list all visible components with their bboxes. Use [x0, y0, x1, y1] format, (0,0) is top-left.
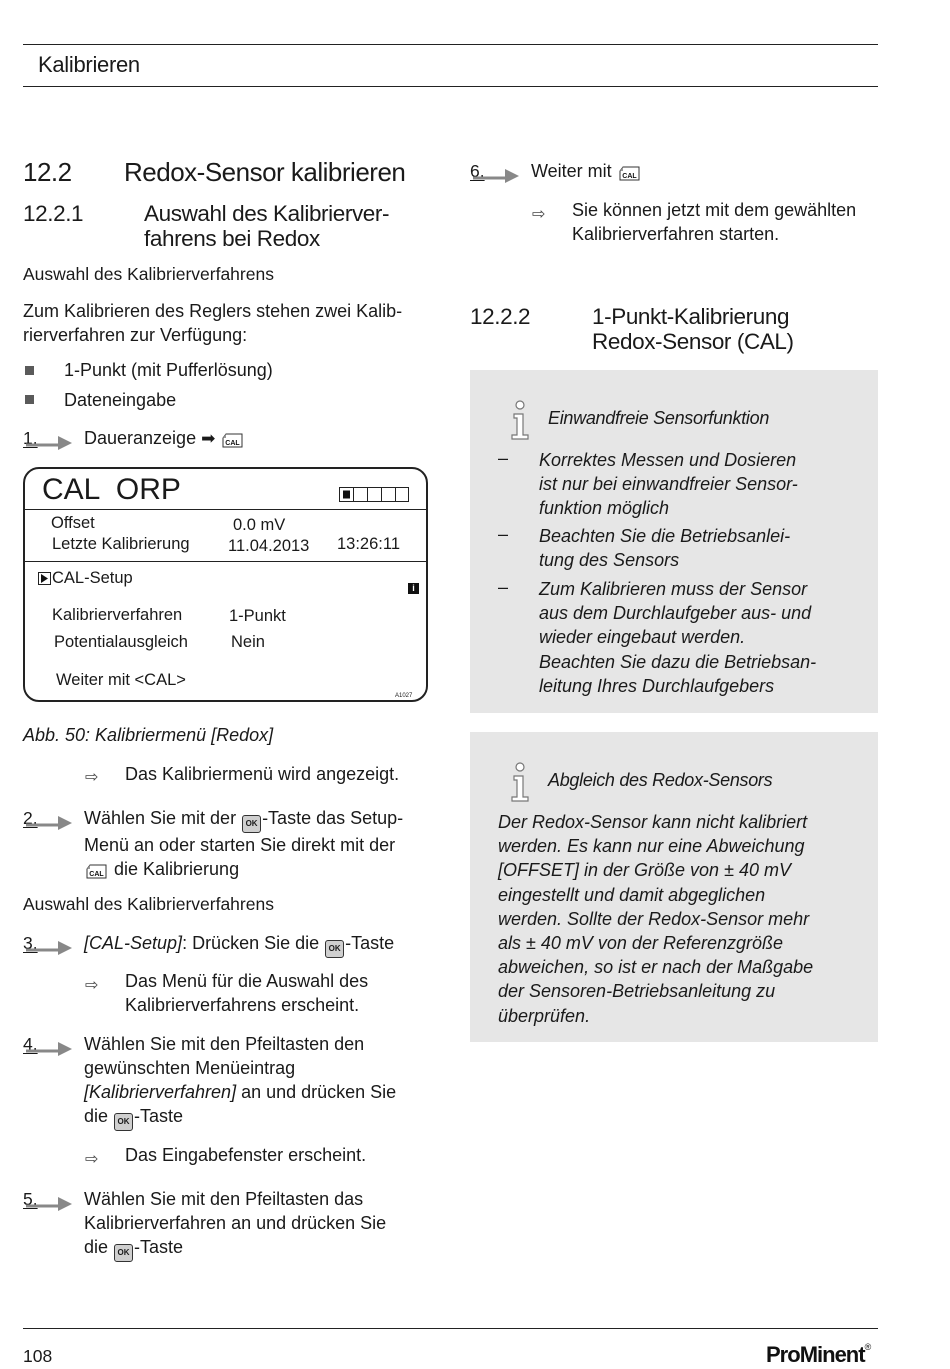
cal-setup-menu: CAL-Setup: [52, 569, 133, 587]
step5-line3a: die: [84, 1237, 114, 1257]
figure-code: A1027: [395, 693, 413, 699]
bullet-square-icon: [25, 395, 34, 404]
svg-text:CAL: CAL: [89, 871, 104, 878]
dash-bullet: –: [498, 577, 509, 597]
step6-text: [531, 159, 642, 183]
method-label: Kalibrierverfahren: [52, 606, 183, 624]
step1-label: Daueranzeige: [84, 428, 197, 448]
info-i-icon: [508, 762, 532, 802]
offset-value: 0.0 mV: [233, 516, 286, 534]
step5-text: [84, 1187, 386, 1262]
info1-title: Einwandfreie Sensorfunktion: [548, 408, 770, 428]
cal-key-icon: [619, 165, 640, 181]
brand-logo-reg: ®: [864, 1342, 872, 1352]
display-divider: [25, 561, 426, 562]
result6-line2: Kalibrierverfahren starten.: [572, 224, 780, 244]
potential-label: Potentialausgleich: [54, 633, 188, 651]
info-box-sensor-function: [470, 370, 878, 713]
step-number-2: 2.: [23, 808, 38, 828]
step4-line4b: -Taste: [134, 1106, 184, 1126]
step3-text-a: : Drücken Sie die: [182, 933, 325, 953]
method-value: 1-Punkt: [229, 607, 286, 625]
result3-text: [125, 969, 368, 1017]
result-arrow-icon: ⇨: [85, 1151, 99, 1168]
brand-logo-minent: Minent: [799, 1342, 865, 1367]
step-arrow-icon: [471, 166, 521, 184]
result6-line1: Sie können jetzt mit dem gewählten: [572, 200, 857, 220]
step3-text: [84, 931, 394, 958]
step3-text-b: -Taste: [345, 933, 395, 953]
step2-text: [84, 806, 403, 881]
subsection-title-2-line2: Redox-Sensor (CAL): [592, 329, 794, 354]
last-calibration-label: Letzte Kalibrierung: [52, 535, 190, 553]
heading-auswahl-2: Auswahl des Kalibrierverfahrens: [23, 894, 274, 914]
offset-label: Offset: [51, 514, 95, 532]
bullet-item-1: 1-Punkt (mit Pufferlösung): [64, 360, 273, 380]
step-arrow-icon: [24, 1194, 74, 1212]
last-calibration-time: 13:26:11: [337, 535, 401, 553]
header-rule: [23, 86, 878, 87]
level-bar-icon: [339, 487, 409, 503]
subsection-title: [144, 201, 389, 251]
step-number-3: 3.: [23, 933, 38, 953]
footer-rule: [23, 1328, 878, 1329]
info2-title: Abgleich des Redox-Sensors: [548, 770, 773, 790]
info1-item-1: Korrektes Messen und Dosieren ist nur bei einwandfreier Sensor- funktion möglich: [539, 450, 798, 519]
step-arrow-icon: [24, 1039, 74, 1057]
info2-body: Der Redox-Sensor kann nicht kalibriert werden. Es kann nur eine Abweichung [OFFSET] in der Größe von ± 40 mV eingestellt und damit abgeglichen werden. Sollte der Redox-Sensor mehr als ± 40 mV von der Referenzgröße abweichen, so ist er nach der Maßgabe der Sensoren-Betriebsanleitung zu überprüfen.: [498, 812, 814, 1026]
section-number: 12.2: [23, 157, 72, 187]
step-number-6: 6.: [470, 161, 485, 181]
subsection-title-line2: fahrens bei Redox: [144, 226, 320, 251]
step-number-4: 4.: [23, 1034, 38, 1054]
intro-paragraph: [23, 299, 402, 347]
right-arrow-icon: ➡: [201, 429, 216, 448]
result-arrow-icon: ⇨: [85, 977, 99, 994]
display-divider: [25, 509, 426, 510]
result4-text: Das Eingabefenster erscheint.: [125, 1145, 367, 1165]
ok-key-icon: OK: [242, 815, 261, 833]
display-title: CAL ORP: [42, 473, 181, 506]
step3-menu-ref: [CAL-Setup]: [84, 933, 183, 953]
step5-line1: Wählen Sie mit den Pfeiltasten das: [84, 1189, 364, 1209]
brand-logo: [766, 1342, 871, 1368]
step1-text: [84, 426, 245, 451]
dash-bullet: –: [498, 524, 509, 544]
figure-caption: Abb. 50: Kalibriermenü [Redox]: [23, 725, 274, 745]
intro-line1: Zum Kalibrieren des Reglers stehen zwei Kalib-: [23, 301, 403, 321]
result-arrow-icon: ⇨: [532, 206, 546, 223]
step4-line3-rest: an und drücken Sie: [236, 1082, 397, 1102]
step2-line1b: -Taste das Setup-: [262, 808, 404, 828]
result-arrow-icon: ⇨: [85, 769, 99, 786]
menu-cursor-icon: [38, 572, 51, 585]
step4-line1: Wählen Sie mit den Pfeiltasten den: [84, 1034, 365, 1054]
next-hint: Weiter mit <CAL>: [56, 671, 186, 689]
calibration-display: [23, 467, 428, 702]
result6-text: [572, 198, 856, 246]
step-arrow-icon: [24, 813, 74, 831]
dash-bullet: –: [498, 448, 509, 468]
step2-line1a: Wählen Sie mit der: [84, 808, 242, 828]
step-number-1: 1.: [23, 428, 38, 448]
step4-text: [84, 1032, 396, 1131]
section-title: Redox-Sensor kalibrieren: [124, 157, 406, 187]
svg-text:CAL: CAL: [622, 173, 637, 180]
result3-line1: Das Menü für die Auswahl des: [125, 971, 369, 991]
last-calibration-date: 11.04.2013: [228, 537, 310, 555]
svg-text:CAL: CAL: [225, 440, 241, 447]
info1-item-3: Zum Kalibrieren muss der Sensor aus dem Durchlaufgeber aus- und wieder eingebaut werden. Beachten Sie dazu die Betriebsan- leitung Ihres Durchlaufgebers: [539, 579, 817, 696]
top-rule: [23, 44, 878, 45]
info-i-icon: [508, 400, 532, 440]
info-icon: i: [408, 583, 419, 594]
step2-line3: die Kalibrierung: [109, 859, 240, 879]
ok-key-icon: OK: [325, 940, 344, 958]
step-number-5: 5.: [23, 1189, 38, 1209]
step4-line2: gewünschten Menüeintrag: [84, 1058, 296, 1078]
subsection-number: 12.2.1: [23, 201, 84, 226]
potential-value: Nein: [231, 633, 265, 651]
step2-line2: Menü an oder starten Sie direkt mit der: [84, 835, 396, 855]
ok-key-icon: OK: [114, 1113, 133, 1131]
ok-key-icon: OK: [114, 1244, 133, 1262]
subsection-title-2: [592, 304, 794, 354]
step5-line3b: -Taste: [134, 1237, 184, 1257]
step5-line2: Kalibrierverfahren an und drücken Sie: [84, 1213, 387, 1233]
step6-label: Weiter mit: [531, 161, 612, 181]
result3-line2: Kalibrierverfahrens erscheint.: [125, 995, 360, 1015]
result1-text: Das Kalibriermenü wird angezeigt.: [125, 764, 400, 784]
step4-line4a: die: [84, 1106, 114, 1126]
subsection-title-2-line1: 1-Punkt-Kalibrierung: [592, 304, 790, 329]
info-box-redox-adjust: [470, 732, 878, 1042]
bullet-square-icon: [25, 366, 34, 375]
running-title: Kalibrieren: [38, 52, 140, 77]
brand-logo-pro: Pro: [766, 1342, 800, 1367]
page-number: 108: [23, 1346, 53, 1366]
step4-menu-ref: [Kalibrierverfahren]: [84, 1082, 237, 1102]
info1-item-2: Beachten Sie die Betriebsanlei- tung des Sensors: [539, 526, 791, 571]
step-arrow-icon: [24, 938, 74, 956]
intro-line2: rierverfahren zur Verfügung:: [23, 325, 248, 345]
bullet-item-2: Dateneingabe: [64, 390, 177, 410]
cal-key-icon: [86, 863, 107, 879]
heading-auswahl-1: Auswahl des Kalibrierverfahrens: [23, 264, 274, 284]
subsection-number-2: 12.2.2: [470, 304, 531, 329]
subsection-title-line1: Auswahl des Kalibrierver-: [144, 201, 390, 226]
step-arrow-icon: [24, 433, 74, 451]
cal-key-icon: [222, 432, 243, 448]
